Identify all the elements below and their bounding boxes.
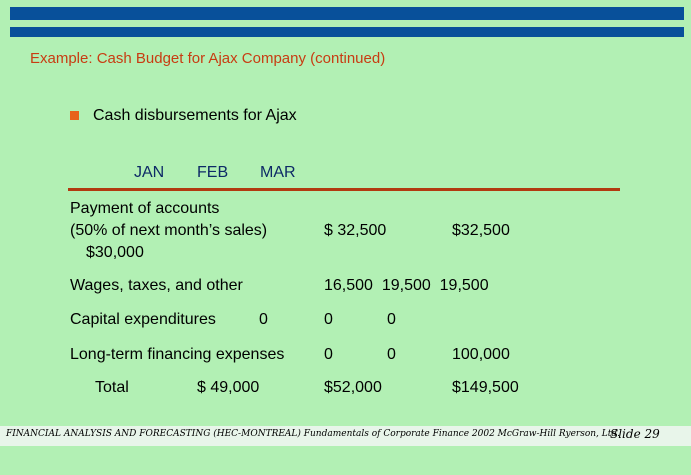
financing-label: Long-term financing expenses: [70, 346, 285, 363]
payment-mar-value: $32,500: [452, 222, 510, 239]
financing-jan-value: 0: [324, 346, 333, 363]
header-bar-bottom: [10, 27, 684, 37]
total-jan-value: $ 49,000: [197, 379, 260, 396]
month-header-jan: JAN: [134, 164, 165, 181]
payment-feb-value: $ 32,500: [324, 222, 387, 239]
wages-label: Wages, taxes, and other: [70, 277, 243, 294]
financing-feb-value: 0: [387, 346, 396, 363]
slide-title: Example: Cash Budget for Ajax Company (continued): [30, 50, 386, 67]
bullet-text: Cash disbursements for Ajax: [93, 107, 297, 124]
total-feb-value: $52,000: [324, 379, 382, 396]
square-bullet-icon: [70, 111, 79, 120]
total-label: Total: [95, 379, 129, 396]
header-divider: [68, 188, 620, 191]
month-header-feb: FEB: [197, 164, 229, 181]
financing-mar-value: 100,000: [452, 346, 510, 363]
payment-label-line1: Payment of accounts: [70, 200, 220, 217]
total-mar-value: $149,500: [452, 379, 519, 396]
capex-label: Capital expenditures: [70, 311, 216, 328]
payment-label-line2: (50% of next month’s sales): [70, 222, 268, 239]
capex-mar-value: 0: [387, 311, 396, 328]
wages-values: 16,500 19,500 19,500: [324, 277, 489, 294]
capex-feb-value: 0: [324, 311, 333, 328]
capex-jan-value: 0: [259, 311, 268, 328]
payment-jan-value: $30,000: [86, 244, 144, 261]
footer-citation: FINANCIAL ANALYSIS AND FORECASTING (HEC-MONTREAL) Fundamentals of Corporate Finance 2002 McGraw-Hill Ryerson, Ltd.: [6, 429, 620, 439]
month-header-mar: MAR: [260, 164, 296, 181]
header-bar-top: [10, 7, 684, 20]
slide-number: Slide 29: [610, 427, 660, 441]
